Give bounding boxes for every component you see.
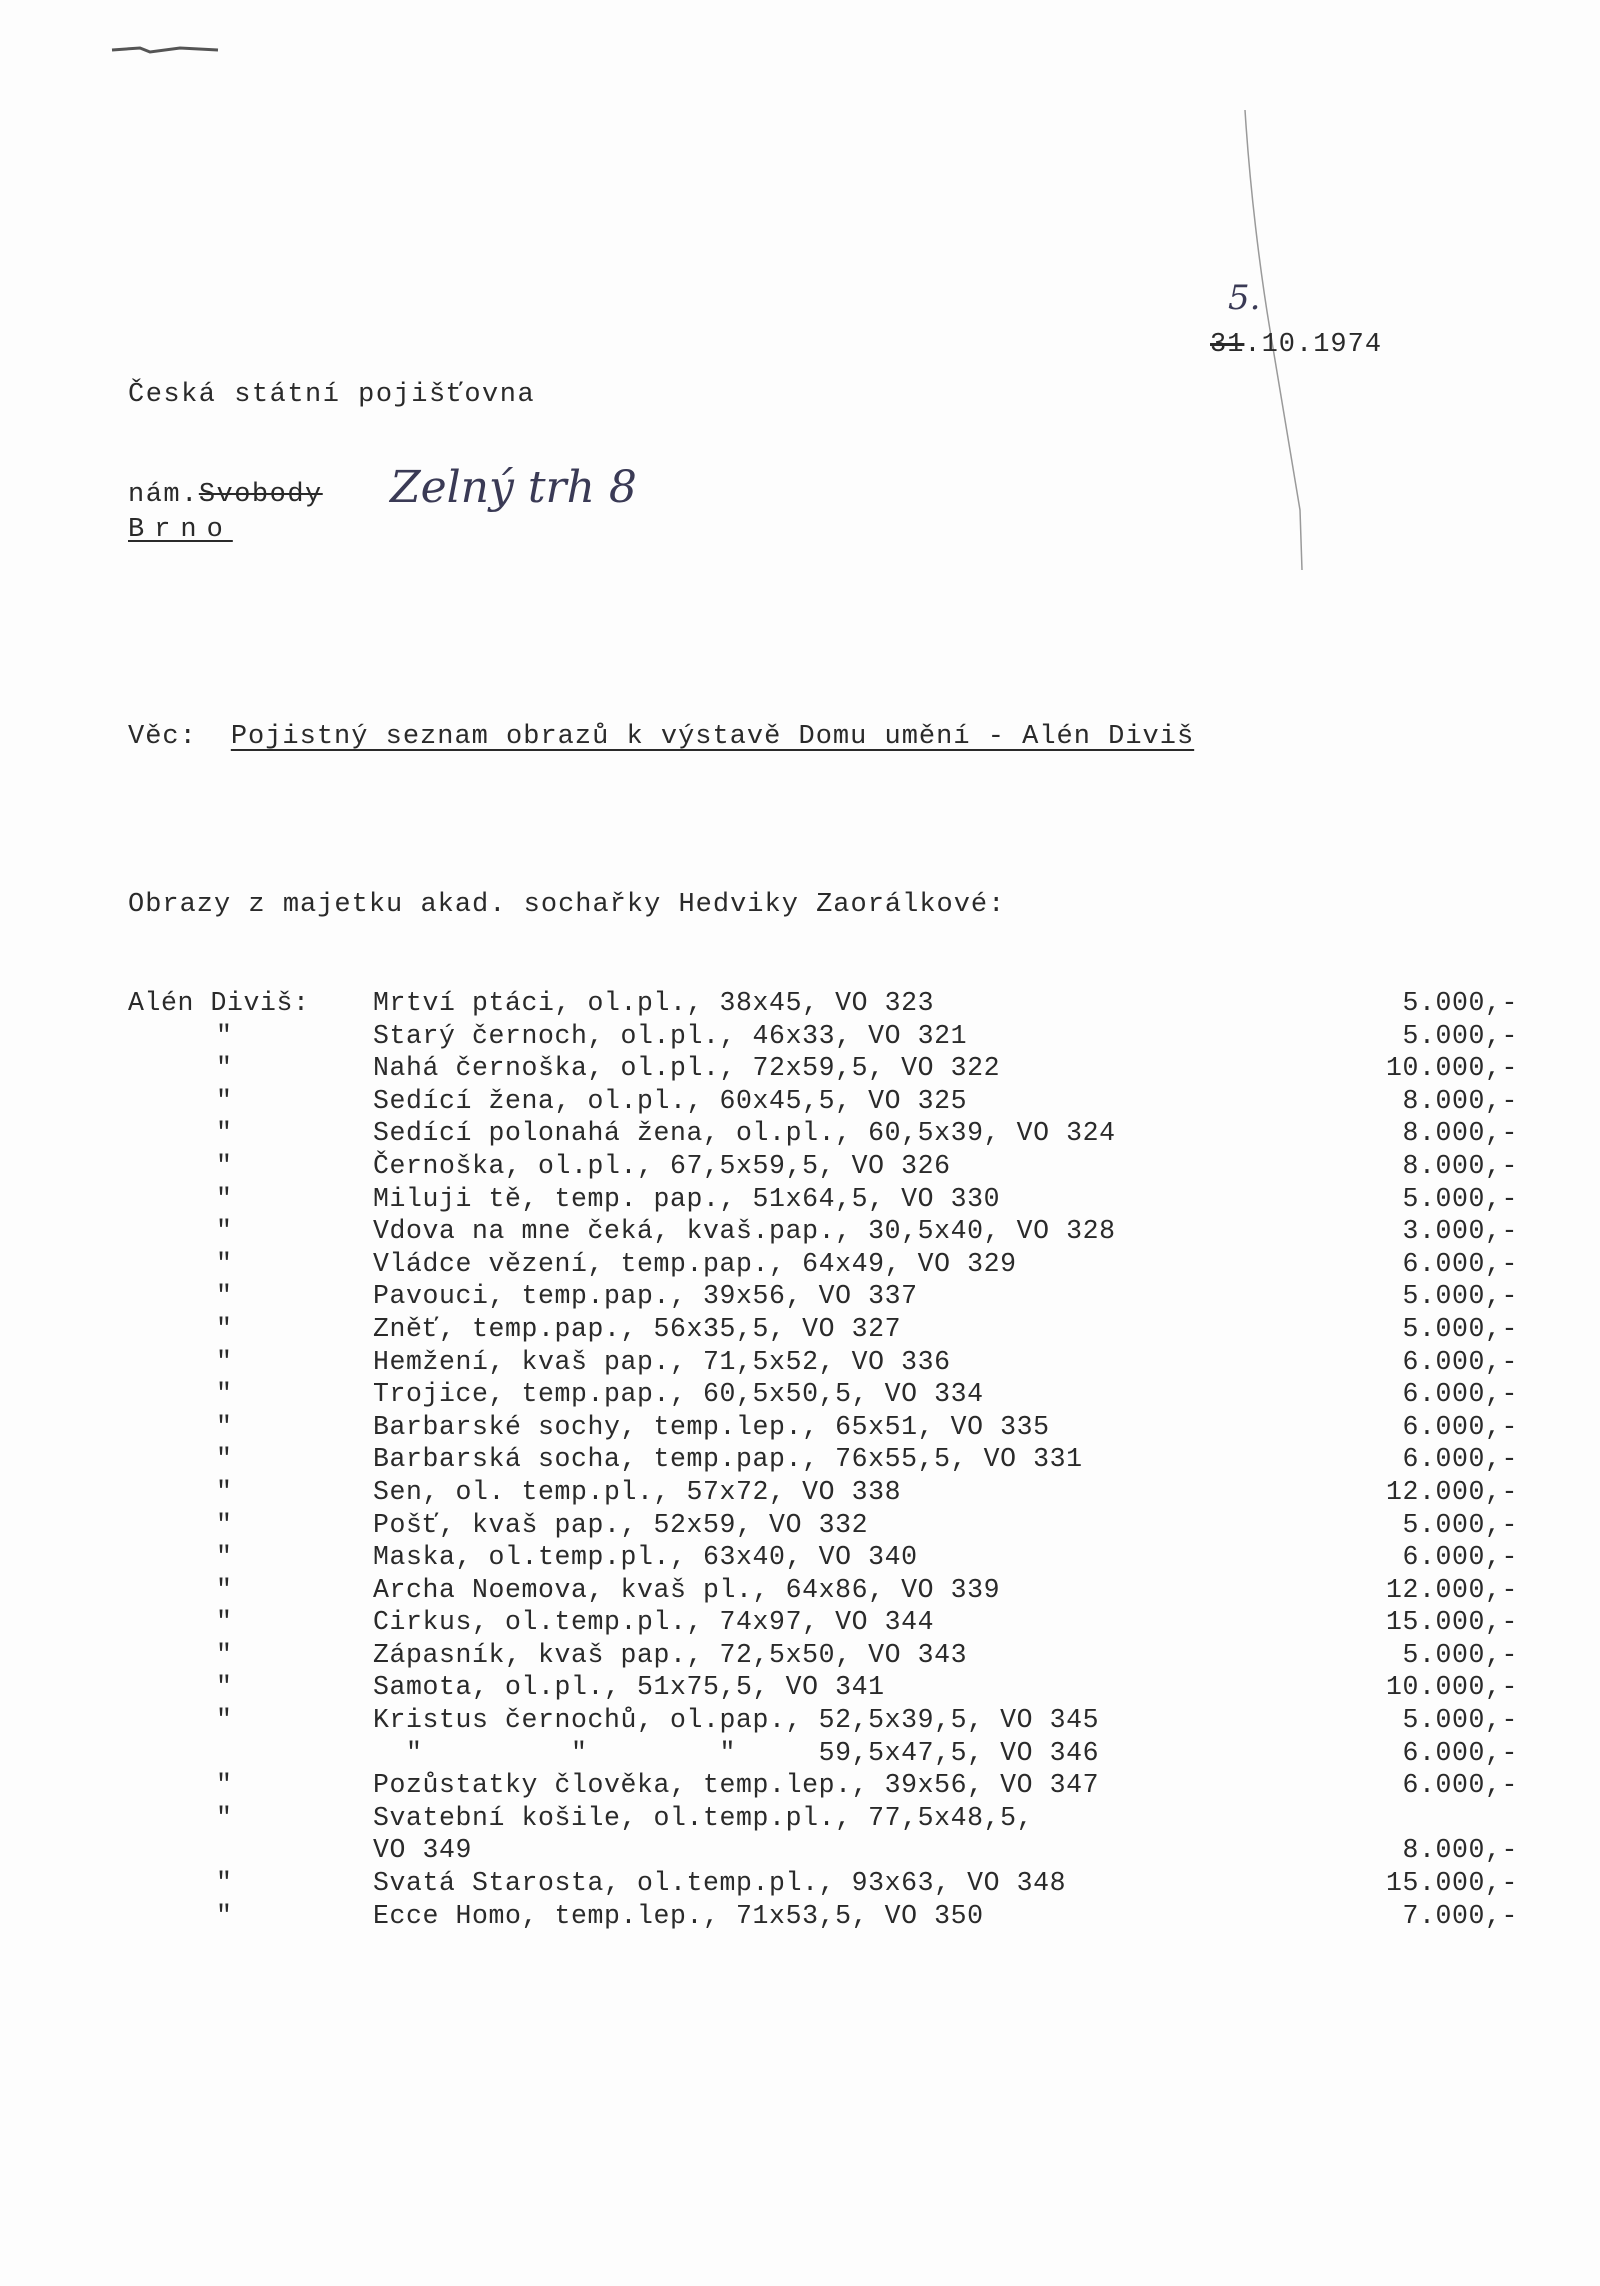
list-item (128, 1542, 1518, 1575)
insured-value: 6.000,- (1402, 1444, 1518, 1475)
insured-value: 5.000,- (1402, 1281, 1518, 1312)
insured-value: 12.000,- (1385, 1574, 1518, 1605)
list-item (128, 1184, 1518, 1217)
date-original-day: 31 (1210, 330, 1245, 360)
date-correction: 5. (1228, 278, 1261, 318)
insured-value: 6.000,- (1402, 1379, 1518, 1410)
ditto-mark: " (216, 1346, 233, 1377)
ditto-mark: " (216, 1313, 233, 1344)
list-item (128, 1640, 1518, 1673)
ditto-mark: " (216, 1542, 233, 1573)
artist-name: Alén Diviš: (128, 988, 310, 1018)
painting-description: " " " 59,5x47,5, VO 346 (373, 1737, 1100, 1768)
painting-description: Černoška, ol.pl., 67,5x59,5, VO 326 (373, 1150, 951, 1181)
insured-value: 10.000,- (1385, 1053, 1518, 1084)
subject-text: Pojistný seznam obrazů k výstavě Domu umění - Alén Diviš (230, 722, 1195, 752)
painting-description: Pošť, kvaš pap., 52x59, VO 332 (373, 1509, 869, 1540)
letter-date (1210, 330, 1382, 360)
list-item (128, 1444, 1518, 1477)
list-item (128, 1835, 1518, 1868)
painting-description: VO 349 (373, 1835, 473, 1866)
insured-value: 5.000,- (1402, 1020, 1518, 1051)
insured-value: 8.000,- (1402, 1835, 1518, 1866)
ditto-mark: " (216, 1020, 233, 1051)
painting-description: Mrtví ptáci, ol.pl., 38x45, VO 323 (373, 988, 935, 1018)
subject-label: Věc: (128, 722, 197, 752)
painting-description: Sedící polonahá žena, ol.pl., 60,5x39, VO 324 (373, 1118, 1116, 1149)
list-item (128, 1249, 1518, 1282)
list-item (128, 1868, 1518, 1901)
list-item (128, 1379, 1518, 1412)
painting-description: Maska, ol.temp.pl., 63x40, VO 340 (373, 1542, 918, 1573)
insured-value: 8.000,- (1402, 1118, 1518, 1149)
insured-value: 5.000,- (1402, 988, 1518, 1018)
painting-description: Hemžení, kvaš pap., 71,5x52, VO 336 (373, 1346, 951, 1377)
recipient-name: Česká státní pojišťovna (128, 380, 536, 410)
list-item (128, 1510, 1518, 1543)
ditto-mark: " (216, 1085, 233, 1116)
list-item (128, 1477, 1518, 1510)
ditto-mark: " (216, 1053, 233, 1084)
insured-value: 7.000,- (1402, 1900, 1518, 1931)
painting-description: Zápasník, kvaš pap., 72,5x50, VO 343 (373, 1639, 968, 1670)
painting-description: Pavouci, temp.pap., 39x56, VO 337 (373, 1281, 918, 1312)
painting-description: Pozůstatky člověka, temp.lep., 39x56, VO 347 (373, 1770, 1100, 1801)
ditto-mark: " (216, 1639, 233, 1670)
recipient-city: Brno (128, 515, 233, 545)
insured-value: 5.000,- (1402, 1705, 1518, 1736)
staple-mark-icon (110, 42, 220, 56)
ditto-mark: " (216, 1150, 233, 1181)
list-item (128, 1738, 1518, 1771)
insured-value: 5.000,- (1402, 1639, 1518, 1670)
list-item (128, 1575, 1518, 1608)
ditto-mark: " (216, 1574, 233, 1605)
painting-list (128, 988, 1518, 1933)
list-item (128, 1672, 1518, 1705)
list-item (128, 1053, 1518, 1086)
insured-value: 3.000,- (1402, 1216, 1518, 1247)
ditto-mark: " (216, 1672, 233, 1703)
painting-description: Nahá černoška, ol.pl., 72x59,5, VO 322 (373, 1053, 1001, 1084)
painting-description: Trojice, temp.pap., 60,5x50,5, VO 334 (373, 1379, 984, 1410)
insured-value: 6.000,- (1402, 1411, 1518, 1442)
street-struck: Svobody (198, 480, 323, 510)
ditto-mark: " (216, 1705, 233, 1736)
insured-value: 5.000,- (1402, 1509, 1518, 1540)
painting-description: Ecce Homo, temp.lep., 71x53,5, VO 350 (373, 1900, 984, 1931)
ditto-mark: " (216, 1607, 233, 1638)
list-item (128, 1803, 1518, 1836)
insured-value: 6.000,- (1402, 1346, 1518, 1377)
ditto-mark: " (216, 1183, 233, 1214)
ditto-mark: " (216, 1281, 233, 1312)
street-handwritten: Zelný trh 8 (390, 462, 637, 513)
insured-value: 6.000,- (1402, 1542, 1518, 1573)
date-rest: .10.1974 (1244, 330, 1383, 360)
list-item (128, 1314, 1518, 1347)
ditto-mark: " (216, 1248, 233, 1279)
painting-description: Cirkus, ol.temp.pl., 74x97, VO 344 (373, 1607, 935, 1638)
list-item (128, 1021, 1518, 1054)
list-item (128, 1770, 1518, 1803)
painting-description: Sedící žena, ol.pl., 60x45,5, VO 325 (373, 1085, 968, 1116)
insured-value: 15.000,- (1385, 1868, 1518, 1899)
ditto-mark: " (216, 1509, 233, 1540)
painting-description: Kristus černochů, ol.pap., 52,5x39,5, VO 345 (373, 1705, 1100, 1736)
ditto-mark: " (216, 1411, 233, 1442)
recipient-street (128, 480, 323, 510)
intro-text: Obrazy z majetku akad. sochařky Hedviky Zaorálkové: (128, 890, 1006, 920)
insured-value: 5.000,- (1402, 1313, 1518, 1344)
ditto-mark: " (216, 1476, 233, 1507)
painting-description: Svatá Starosta, ol.temp.pl., 93x63, VO 348 (373, 1868, 1067, 1899)
insured-value: 6.000,- (1402, 1770, 1518, 1801)
insured-value: 10.000,- (1385, 1672, 1518, 1703)
ditto-mark: " (216, 1868, 233, 1899)
insured-value: 6.000,- (1402, 1248, 1518, 1279)
ditto-mark: " (216, 1770, 233, 1801)
insured-value: 8.000,- (1402, 1085, 1518, 1116)
insured-value: 5.000,- (1402, 1183, 1518, 1214)
list-item (128, 1347, 1518, 1380)
list-item (128, 1151, 1518, 1184)
painting-description: Miluji tě, temp. pap., 51x64,5, VO 330 (373, 1183, 1001, 1214)
painting-description: Sen, ol. temp.pl., 57x72, VO 338 (373, 1476, 902, 1507)
ditto-mark: " (216, 1379, 233, 1410)
painting-description: Starý černoch, ol.pl., 46x33, VO 321 (373, 1020, 968, 1051)
painting-description: Zněť, temp.pap., 56x35,5, VO 327 (373, 1313, 902, 1344)
insured-value: 12.000,- (1385, 1476, 1518, 1507)
subject-line (128, 722, 1194, 752)
list-item (128, 1281, 1518, 1314)
list-item (128, 988, 1518, 1021)
ditto-mark: " (216, 1900, 233, 1931)
painting-description: Vládce vězení, temp.pap., 64x49, VO 329 (373, 1248, 1017, 1279)
ditto-mark: " (216, 1118, 233, 1149)
street-prefix: nám. (128, 480, 199, 510)
list-item (128, 1901, 1518, 1934)
painting-description: Samota, ol.pl., 51x75,5, VO 341 (373, 1672, 885, 1703)
painting-description: Barbarská socha, temp.pap., 76x55,5, VO 331 (373, 1444, 1083, 1475)
insured-value: 15.000,- (1385, 1607, 1518, 1638)
list-item (128, 1216, 1518, 1249)
painting-description: Barbarské sochy, temp.lep., 65x51, VO 335 (373, 1411, 1050, 1442)
painting-description: Svatební košile, ol.temp.pl., 77,5x48,5, (373, 1802, 1034, 1833)
ditto-mark: " (216, 1444, 233, 1475)
insured-value: 6.000,- (1402, 1737, 1518, 1768)
ditto-mark: " (216, 1216, 233, 1247)
list-item (128, 1607, 1518, 1640)
list-item (128, 1705, 1518, 1738)
list-item (128, 1118, 1518, 1151)
list-item (128, 1086, 1518, 1119)
insured-value: 8.000,- (1402, 1150, 1518, 1181)
list-item (128, 1412, 1518, 1445)
painting-description: Vdova na mne čeká, kvaš.pap., 30,5x40, VO 328 (373, 1216, 1116, 1247)
ditto-mark: " (216, 1802, 233, 1833)
painting-description: Archa Noemova, kvaš pl., 64x86, VO 339 (373, 1574, 1001, 1605)
